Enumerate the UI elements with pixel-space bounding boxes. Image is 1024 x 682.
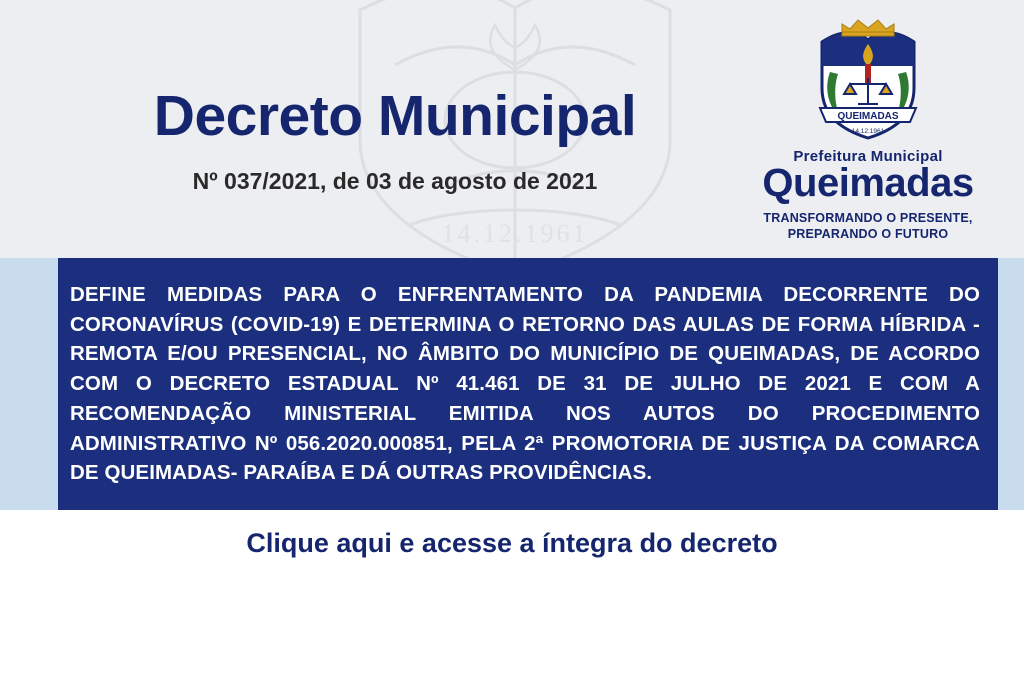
summary-box: [58, 258, 998, 510]
header-band: [0, 0, 1024, 258]
logo-slogan: [754, 211, 982, 242]
summary-left-accent: [0, 258, 58, 510]
municipality-logo: [754, 16, 982, 242]
coat-of-arms-icon: [804, 16, 932, 144]
svg-text:14.12.1961: 14.12.1961: [441, 219, 589, 248]
crest-year-text: 14.12.1961: [851, 128, 885, 135]
logo-slogan-line1: TRANSFORMANDO O PRESENTE,: [763, 211, 973, 225]
summary-right-accent: [998, 258, 1024, 510]
logo-prefecture-label: Prefeitura Municipal: [793, 148, 943, 165]
summary-text: DEFINE MEDIDAS PARA O ENFRENTAMENTO DA PANDEMIA DECORRENTE DO CORONAVÍRUS (COVID-19) E DETERMINA O RETORNO DAS AULAS DE FORMA HÍBRIDA - REMOTA E/OU PRESENCIAL, NO ÂMBITO DO MUNICÍPIO DE QUEIMADAS, DE ACORDO COM O DECRETO ESTADUAL Nº 41.461 DE 31 DE JULHO DE 2021 E COM A RECOMENDAÇÃO MINISTERIAL EMITIDA NOS AUTOS DO PROCEDIMENTO ADMINISTRATIVO Nº 056.2020.000851, PELA 2ª PROMOTORIA DE JUSTIÇA DA COMARCA DE QUEIMADAS- PARAÍBA E DÁ OUTRAS PROVIDÊNCIAS.: [70, 283, 980, 485]
logo-city-name: Queimadas: [762, 161, 974, 205]
open-decree-link[interactable]: Clique aqui e acesse a íntegra do decreto: [246, 528, 778, 558]
logo-slogan-line2: PREPARANDO O FUTURO: [787, 226, 949, 241]
crest-banner-text: QUEIMADAS: [837, 111, 899, 122]
summary-band: [0, 258, 1024, 510]
decree-number-date: Nº 037/2021, de 03 de agosto de 2021: [192, 168, 598, 194]
page-title: Decreto Municipal: [153, 84, 637, 148]
